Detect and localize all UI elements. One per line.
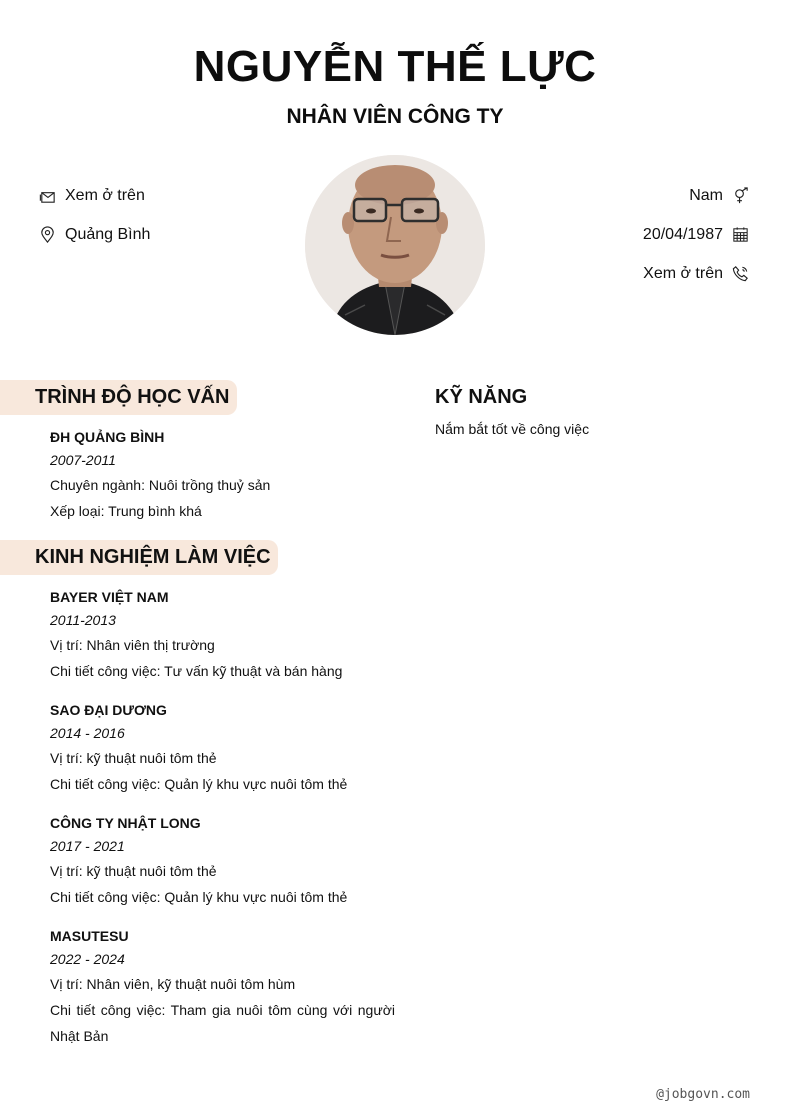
contact-phone bbox=[643, 264, 750, 283]
job-period: 2022 - 2024 bbox=[50, 951, 125, 967]
education-entry bbox=[50, 426, 395, 524]
job-position: Vị trí: kỹ thuật nuôi tôm thẻ bbox=[50, 863, 217, 879]
portrait-photo bbox=[305, 155, 485, 335]
education-grade: Xếp loại: Trung bình khá bbox=[50, 503, 202, 519]
email-icon bbox=[38, 186, 57, 205]
birthday-value: 20/04/1987 bbox=[642, 225, 723, 243]
education-heading: TRÌNH ĐỘ HỌC VẤN bbox=[0, 380, 237, 415]
job-detail: Chi tiết công việc: Quản lý khu vực nuôi tôm thẻ bbox=[50, 889, 348, 905]
calendar-icon bbox=[731, 225, 750, 244]
job-period: 2017 - 2021 bbox=[50, 838, 125, 854]
school-name: ĐH QUẢNG BÌNH bbox=[50, 429, 165, 445]
skills-heading: KỸ NĂNG bbox=[435, 386, 528, 408]
contact-email bbox=[38, 186, 145, 205]
address-value: Quảng Bình bbox=[65, 225, 151, 243]
gender-icon bbox=[731, 186, 750, 205]
job-entry bbox=[50, 586, 395, 684]
job-company: SAO ĐẠI DƯƠNG bbox=[50, 702, 167, 718]
watermark: @jobgovn.com bbox=[656, 1087, 750, 1102]
job-company: BAYER VIỆT NAM bbox=[50, 589, 169, 605]
job-position: Vị trí: Nhân viên, kỹ thuật nuôi tôm hùm bbox=[50, 976, 296, 992]
location-icon bbox=[38, 225, 57, 244]
job-company: CÔNG TY NHẬT LONG bbox=[50, 815, 201, 831]
contact-address bbox=[38, 225, 150, 244]
job-entry bbox=[50, 699, 395, 797]
contact-gender bbox=[689, 186, 750, 205]
job-period: 2014 - 2016 bbox=[50, 725, 125, 741]
job-detail: Chi tiết công việc: Quản lý khu vực nuôi tôm thẻ bbox=[50, 776, 348, 792]
experience-heading: KINH NGHIỆM LÀM VIỆC bbox=[0, 540, 278, 575]
job-position: Vị trí: kỹ thuật nuôi tôm thẻ bbox=[50, 750, 217, 766]
job-title: NHÂN VIÊN CÔNG TY bbox=[286, 105, 504, 128]
phone-icon bbox=[731, 264, 750, 283]
skills-text: Nắm bắt tốt về công việc bbox=[435, 421, 590, 437]
gender-value: Nam bbox=[689, 186, 723, 204]
phone-value: Xem ở trên bbox=[643, 264, 723, 282]
education-major: Chuyên ngành: Nuôi trồng thuỷ sản bbox=[50, 477, 271, 493]
job-position: Vị trí: Nhân viên thị trường bbox=[50, 637, 215, 653]
job-detail: Chi tiết công việc: Tham gia nuôi tôm cùng với người Nhật Bản bbox=[50, 1002, 395, 1044]
job-entry bbox=[50, 925, 395, 1049]
contact-birthday bbox=[643, 225, 750, 244]
job-company: MASUTESU bbox=[50, 928, 129, 944]
avatar bbox=[305, 155, 485, 335]
job-detail: Chi tiết công việc: Tư vấn kỹ thuật và bán hàng bbox=[50, 663, 343, 679]
job-entry bbox=[50, 812, 395, 910]
candidate-name: NGUYỄN THẾ LỰC bbox=[193, 42, 597, 91]
email-value: Xem ở trên bbox=[65, 186, 145, 204]
education-period: 2007-2011 bbox=[50, 452, 116, 468]
job-period: 2011-2013 bbox=[50, 612, 116, 628]
